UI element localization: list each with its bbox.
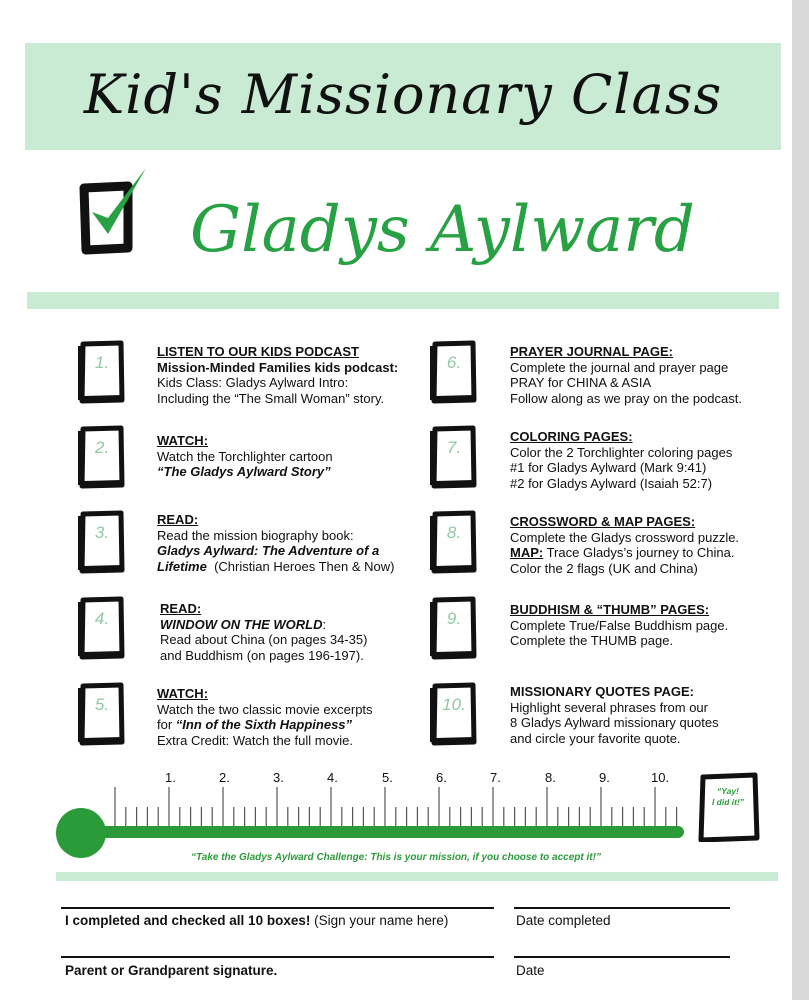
item-10-line: 8 Gladys Aylward missionary quotes <box>510 715 719 730</box>
item-9 <box>510 602 728 649</box>
item-1-heading: LISTEN TO OUR KIDS PODCAST <box>157 344 359 359</box>
item-3-heading: READ: <box>157 512 199 527</box>
page-edge <box>792 0 809 1000</box>
date-completed-label: Date completed <box>516 913 611 928</box>
item-1-line: Including the “The Small Woman” story. <box>157 390 385 406</box>
item-8 <box>510 514 739 576</box>
item-2-line: Watch the Torchlighter cartoon <box>157 448 333 464</box>
checkbox-number: 2. <box>94 438 110 457</box>
item-6 <box>510 344 742 406</box>
item-5-heading: WATCH: <box>157 686 209 701</box>
progress-bulb <box>56 808 106 858</box>
completed-rest: (Sign your name here) <box>310 913 449 928</box>
item-5-line: Watch the two classic movie excerpts <box>157 701 373 717</box>
completed-bold: I completed and checked all 10 boxes! <box>65 913 311 928</box>
tick-label: 9. <box>599 770 610 785</box>
item-7-heading: COLORING PAGES: <box>510 429 633 444</box>
parent-signature-label: Parent or Grandparent signature. <box>65 963 278 978</box>
item-10-heading: MISSIONARY QUOTES PAGE: <box>510 684 694 699</box>
item-7-line: #2 for Gladys Aylward (Isaiah 52:7) <box>510 475 713 491</box>
item-8-line: Color the 2 flags (UK and China) <box>510 560 698 576</box>
checkbox-9[interactable] <box>430 596 478 660</box>
item-5-line: Extra Credit: Watch the full movie. <box>157 732 354 748</box>
date-label: Date <box>516 963 545 978</box>
checkbox-number: 7. <box>446 438 462 457</box>
divider-band-bottom <box>56 872 778 881</box>
tick-label: 8. <box>545 770 556 785</box>
item-9-heading: BUDDHISM & “THUMB” PAGES: <box>510 602 710 617</box>
item-6-line: Complete the journal and prayer page <box>510 359 729 375</box>
checkbox-1[interactable] <box>78 340 126 404</box>
checkbox-number: 5. <box>94 695 110 714</box>
item-4-heading: READ: <box>160 601 202 616</box>
page-subtitle: Gladys Aylward <box>190 193 695 267</box>
item-7 <box>510 429 732 491</box>
item-7-line: Color the 2 Torchlighter coloring pages <box>510 444 733 460</box>
item-2-line: “The Gladys Aylward Story” <box>157 464 331 479</box>
signature-line[interactable] <box>61 907 494 909</box>
item-1-line: Kids Class: Gladys Aylward Intro: <box>157 375 349 390</box>
date-completed-line[interactable] <box>514 907 730 909</box>
tick-label: 10. <box>651 770 670 785</box>
yay-line: I did it!” <box>711 797 745 807</box>
item-8-line: Trace Gladys’s journey to China. <box>543 545 735 560</box>
page-title: Kid's Missionary Class <box>25 43 781 150</box>
checkmark-box-icon <box>78 162 178 262</box>
item-4-line: : <box>322 616 327 632</box>
tick-label: 2. <box>219 770 230 785</box>
checkbox-4[interactable] <box>78 596 126 660</box>
item-2-heading: WATCH: <box>157 433 209 448</box>
item-5-line: for <box>157 717 176 732</box>
item-8-line: MAP: <box>510 545 544 560</box>
item-10 <box>510 684 719 746</box>
checkbox-3[interactable] <box>78 510 126 574</box>
checkbox-number: 4. <box>94 609 110 628</box>
tick-label: 1. <box>165 770 176 785</box>
tick-label: 4. <box>327 770 338 785</box>
progress-ruler <box>100 785 690 830</box>
item-4-line: Read about China (on pages 34-35) <box>160 632 368 647</box>
checkbox-number: 1. <box>94 353 110 372</box>
item-3 <box>157 512 394 574</box>
item-2 <box>157 433 333 480</box>
parent-signature-line[interactable] <box>61 956 494 958</box>
item-4-line: WINDOW ON THE WORLD <box>160 616 323 632</box>
checkbox-2[interactable] <box>78 425 126 489</box>
item-8-heading: CROSSWORD & MAP PAGES: <box>510 514 696 529</box>
item-10-line: and circle your favorite quote. <box>510 730 681 746</box>
item-6-line: Follow along as we pray on the podcast. <box>510 390 742 406</box>
item-3-line: (Christian Heroes Then & Now) <box>214 558 395 574</box>
checkbox-number: 6. <box>446 353 462 372</box>
yay-line: “Yay! <box>717 786 739 796</box>
item-1-line: Mission-Minded Families kids podcast: <box>157 359 399 375</box>
item-9-line: Complete True/False Buddhism page. <box>510 617 729 633</box>
item-9-line: Complete the THUMB page. <box>510 633 674 648</box>
item-7-line: #1 for Gladys Aylward (Mark 9:41) <box>510 460 707 475</box>
item-4-line: and Buddhism (on pages 196-197). <box>160 647 364 663</box>
tick-label: 3. <box>273 770 284 785</box>
challenge-text: “Take the Gladys Aylward Challenge: This is your mission, if you choose to accept it!” <box>191 852 601 863</box>
item-3-line: Lifetime <box>157 558 207 574</box>
item-6-heading: PRAYER JOURNAL PAGE: <box>510 344 674 359</box>
item-6-line: PRAY for CHINA & ASIA <box>510 375 652 390</box>
checkbox-8[interactable] <box>430 510 478 574</box>
item-8-line: Complete the Gladys crossword puzzle. <box>510 529 740 545</box>
tick-label: 7. <box>490 770 501 785</box>
completed-signature-label <box>65 913 448 928</box>
checkbox-10[interactable] <box>430 682 478 746</box>
checkbox-number: 9. <box>446 609 462 628</box>
item-3-line: Read the mission biography book: <box>157 527 354 543</box>
item-5-line: “Inn of the Sixth Happiness” <box>175 717 353 732</box>
checkbox-number: 8. <box>446 523 462 542</box>
date-line[interactable] <box>514 956 730 958</box>
checkbox-6[interactable] <box>430 340 478 404</box>
divider-band-top <box>27 292 779 309</box>
item-4 <box>160 601 367 663</box>
checkbox-number: 10. <box>442 695 466 714</box>
item-5 <box>157 686 373 748</box>
item-1 <box>157 344 398 406</box>
tick-label: 6. <box>436 770 447 785</box>
progress-bar <box>78 826 684 838</box>
checkbox-number: 3. <box>94 523 110 542</box>
yay-label <box>700 786 756 808</box>
checkbox-5[interactable] <box>78 682 126 746</box>
item-3-line: Gladys Aylward: The Adventure of a <box>157 543 380 558</box>
tick-label: 5. <box>382 770 393 785</box>
checkbox-7[interactable] <box>430 425 478 489</box>
item-10-line: Highlight several phrases from our <box>510 699 708 715</box>
